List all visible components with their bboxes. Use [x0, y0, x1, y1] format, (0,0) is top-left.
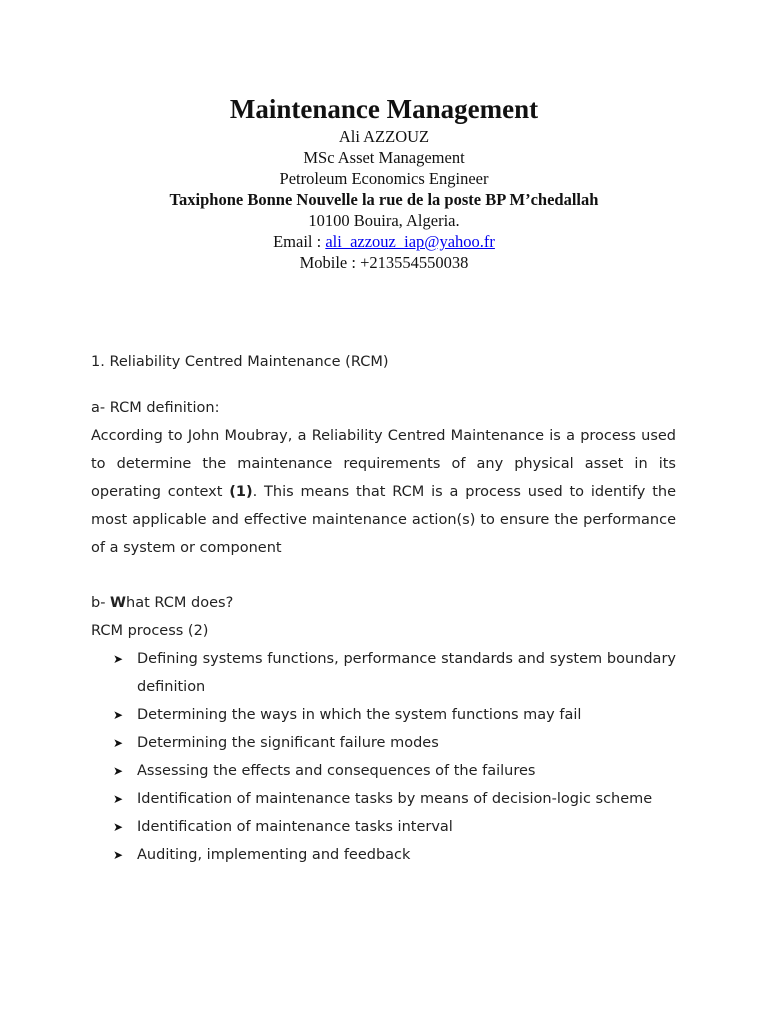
- list-item: [91, 701, 676, 729]
- section-heading-rcm: 1. Reliability Centred Maintenance (RCM): [91, 354, 389, 370]
- arrowhead-bullet-icon: ➤: [113, 736, 124, 750]
- rcm-process-title: RCM process (2): [91, 623, 209, 639]
- mobile-line: Mobile : +213554550038: [299, 253, 469, 272]
- rcm-process-list: [91, 645, 676, 869]
- document-header: [0, 92, 768, 273]
- list-item: [91, 785, 676, 813]
- address-line-2: 10100 Bouira, Algeria.: [308, 211, 460, 230]
- list-item: [91, 645, 676, 701]
- document-title: Maintenance Management: [229, 94, 539, 124]
- email-link[interactable]: ali_azzouz_iap@yahoo.fr: [325, 232, 495, 251]
- address-line-1: Taxiphone Bonne Nouvelle la rue de la poste BP M’chedallah: [169, 190, 599, 209]
- arrowhead-bullet-icon: ➤: [113, 792, 124, 806]
- arrowhead-bullet-icon: ➤: [113, 820, 124, 834]
- arrowhead-bullet-icon: ➤: [113, 652, 124, 666]
- list-item: [91, 757, 676, 785]
- list-item-text: Determining the ways in which the system functions may fail: [137, 707, 582, 723]
- author-degree: MSc Asset Management: [303, 148, 465, 167]
- paragraph-text-part1: According to John Moubray, a Reliability Centred Maintenance is a process used to determine the maintenance requirements of any physical asset in its operating context: [91, 428, 676, 500]
- list-item: [91, 841, 676, 869]
- list-item-text: Auditing, implementing and feedback: [137, 847, 411, 863]
- arrowhead-bullet-icon: ➤: [113, 764, 124, 778]
- author-role: Petroleum Economics Engineer: [279, 169, 489, 188]
- list-item-text: Determining the significant failure modes: [137, 735, 439, 751]
- subheading-rcm-definition: a- RCM definition:: [91, 400, 220, 416]
- list-item: [91, 729, 676, 757]
- heading-prefix: b-: [91, 595, 111, 611]
- spacer: [91, 376, 676, 394]
- paragraph-text-part2: . This means that RCM is a process used to identify the most applicable and effective maintenance action(s) to ensure the performance of a system or component: [91, 484, 676, 556]
- document-body: [91, 348, 676, 869]
- heading-rest: hat RCM does?: [126, 595, 234, 611]
- author-name: Ali AZZOUZ: [338, 127, 430, 146]
- heading-bold-letter: W: [110, 595, 127, 611]
- list-item-text: Identification of maintenance tasks interval: [137, 819, 453, 835]
- arrowhead-bullet-icon: ➤: [113, 708, 124, 722]
- list-item-text: Assessing the effects and consequences of the failures: [137, 763, 536, 779]
- list-item-text: Defining systems functions, performance standards and system boundary definition: [137, 651, 676, 695]
- subheading-what-rcm-does: [91, 589, 676, 617]
- spacer: [91, 562, 676, 589]
- list-item-text: Identification of maintenance tasks by means of decision-logic scheme: [137, 791, 653, 807]
- arrowhead-bullet-icon: ➤: [113, 848, 124, 862]
- list-item: [91, 813, 676, 841]
- rcm-definition-paragraph: [91, 422, 676, 562]
- email-label: Email :: [273, 232, 326, 251]
- reference-marker: (1): [229, 484, 253, 500]
- email-line: [0, 231, 768, 252]
